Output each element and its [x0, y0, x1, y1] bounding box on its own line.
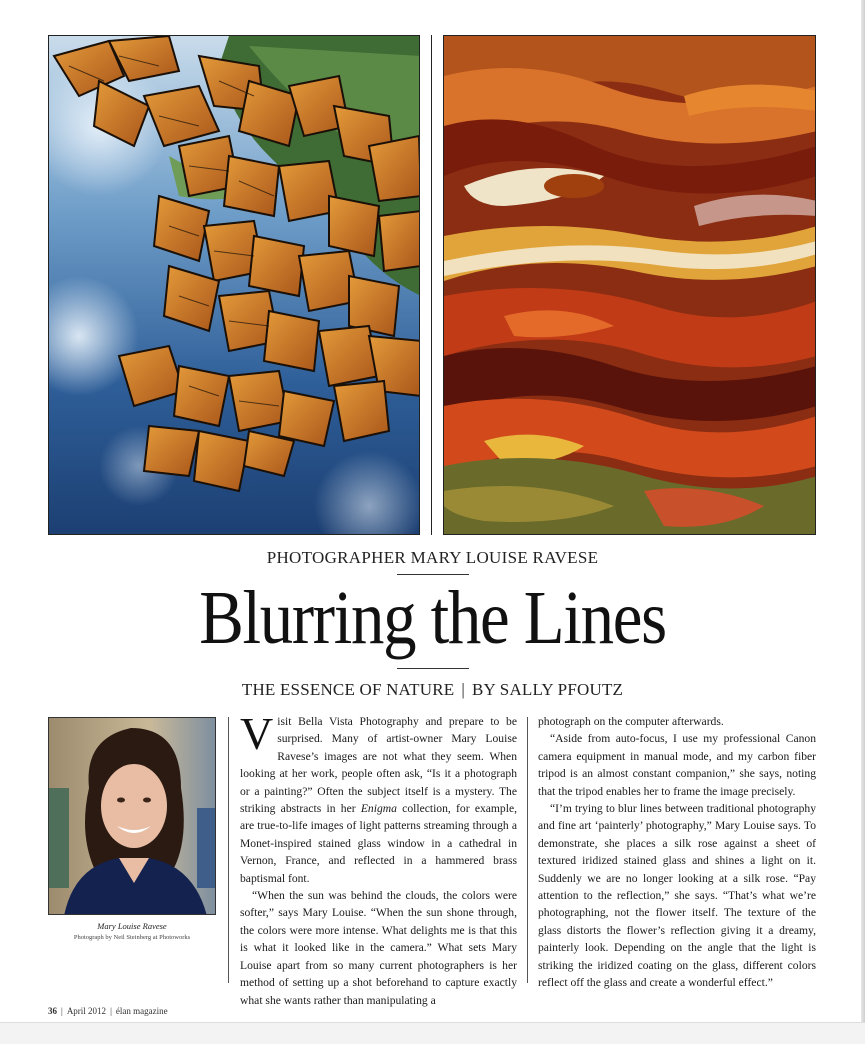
paragraph-1-text-a: isit Bella Vista Photography and prepare to be surprised. Many of artist-owner Mary Louise Ravese’s images are not what they seem. When looking at her work, people often ask, “Is it a photograph or a painting?” Often the subject itself is a mystery. The striking abstracts in her: [240, 715, 517, 816]
body-column-1: [240, 708, 517, 1009]
footer-separator-1: |: [61, 1006, 63, 1016]
author-portrait: [48, 717, 216, 915]
photo-divider: [431, 35, 432, 535]
page-number: 36: [48, 1006, 57, 1016]
paragraph-1-text-b: collection, for example, are true-to-life images of light patterns streaming through a Monet-inspired stained glass window in a cathedral in Vernon, France, and reflected in a hammered brass baptismal font.: [240, 802, 517, 885]
article-title: Blurring the Lines: [199, 576, 666, 660]
body-column-2: [538, 713, 816, 992]
abstract-reflection-art: [444, 36, 816, 535]
abstract-reflection-photo: [443, 35, 816, 535]
paragraph-2-continued: photograph on the computer afterwards.: [538, 715, 724, 728]
page-bottom-margin: [0, 1022, 865, 1044]
subtitle: THE ESSENCE OF NATURE: [241, 680, 455, 699]
portrait-art: [49, 718, 216, 915]
footer-separator-2: |: [110, 1006, 112, 1016]
title-rule: [397, 668, 469, 669]
paragraph-1: [240, 708, 517, 887]
magazine-name: élan magazine: [115, 1006, 168, 1016]
butterflies-photo: [48, 35, 420, 535]
butterflies-photo-art: [49, 36, 420, 535]
page-edge: [861, 0, 865, 1044]
article-kicker: PHOTOGRAPHER MARY LOUISE RAVESE: [266, 548, 599, 567]
portrait-caption-name: Mary Louise Ravese: [97, 921, 167, 931]
drop-cap: V: [240, 708, 274, 759]
subtitle-separator: |: [461, 680, 465, 699]
byline: BY SALLY PFOUTZ: [471, 680, 624, 699]
collection-name: Enigma: [360, 802, 397, 816]
page-footer: [48, 1006, 168, 1016]
portrait-photo-credit: Photograph by Neil Steinberg at Photoworks: [73, 934, 191, 941]
column-rule-middle: [527, 717, 528, 983]
issue-date: April 2012: [66, 1006, 107, 1016]
column-rule-left: [228, 717, 229, 983]
paragraph-2: “When the sun was behind the clouds, the colors were softer,” says Mary Louise. “When the sun shone through, the colors were more intense. What delights me is that this is what it looked like in the camera.” What sets Mary Louise apart from so many current photographers is her method of setting up a shot beforehand to capture exactly what she wants rather than manipulating a: [240, 889, 517, 1007]
article-subhead: [0, 680, 865, 700]
paragraph-4: “I’m trying to blur lines between traditional photography and fine art ‘painterly’ photography,” Mary Louise says. To demonstrate, she places a silk rose against a sheet of textured iridized stained glass and shines a light on it. Suddenly we are no longer looking at a silk rose. “Pay attention to the reflection,” she says. “That’s what we’re photographing, not the flower itself. The texture of the glass distorts the flower’s reflection giving it a dreamy, painterly look. Depending on the angle that the light is striking the iridized coating on the glass, different colors reflect off the glass and create a wonderful effect.”: [538, 802, 816, 990]
paragraph-3: “Aside from auto-focus, I use my professional Canon camera equipment in manual mode, and my carbon fiber tripod is an almost constant companion,” she says, noting that the tripod enables her to frame the image precisely.: [538, 732, 816, 798]
